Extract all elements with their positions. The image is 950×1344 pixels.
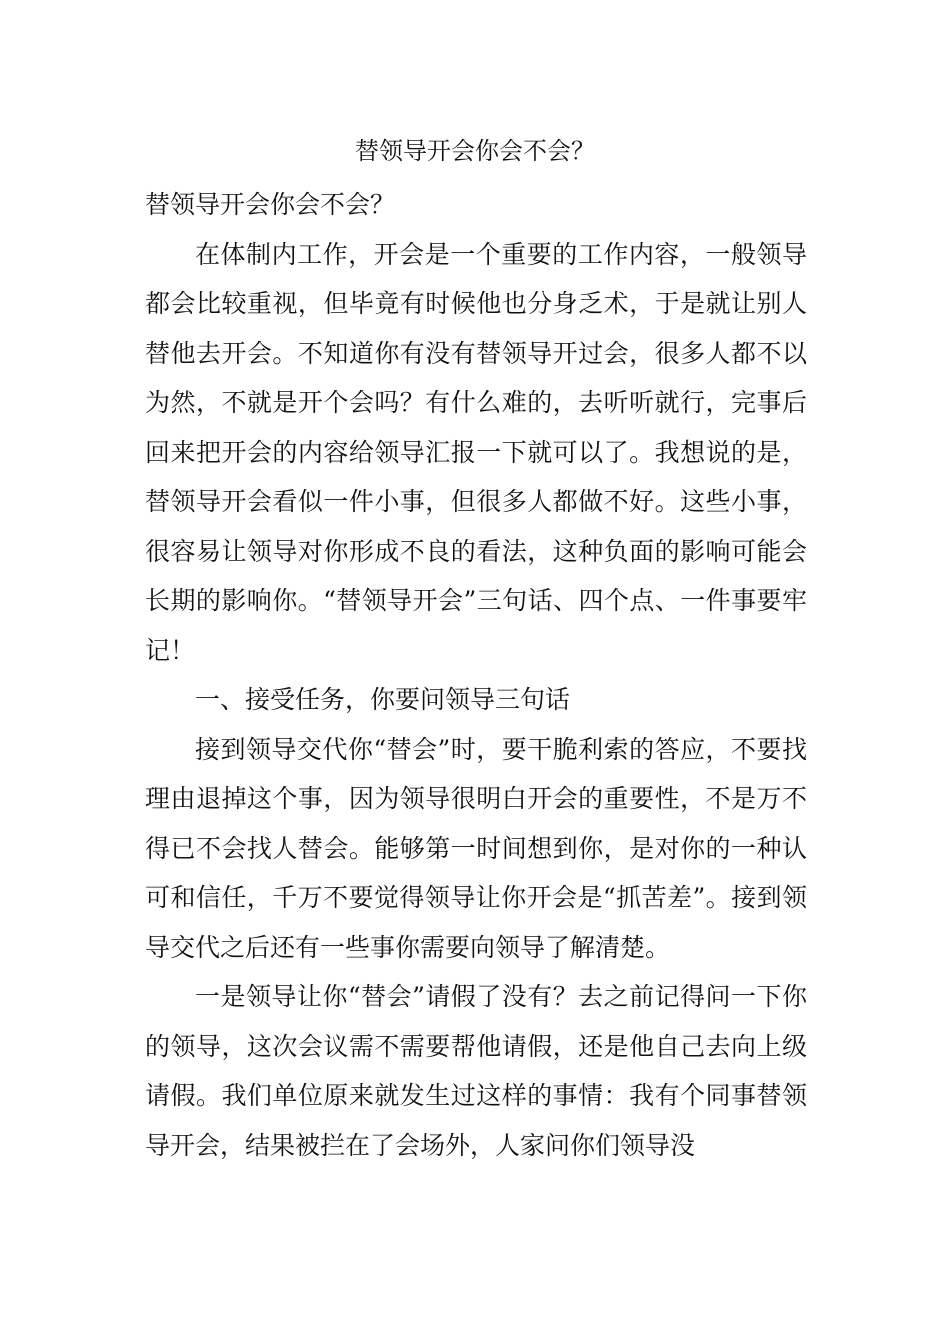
section-heading-1: 一、接受任务，你要问领导三句话 <box>195 685 571 714</box>
document-title: 替领导开会你会不会？ <box>355 137 595 165</box>
body-heading: 替领导开会你会不会？ <box>145 190 396 219</box>
paragraph-intro: 在体制内工作，开会是一个重要的工作内容，一般领导都会比较重视，但毕竟有时候他也分身乏术，于是就让别人替他去开会。不知道你有没有替领导开过会，很多人都不以为然，不就是开个会吗？有什么难的，去听听就行，完事后回来把开会的内容给领导汇报一下就可以了。我想说的是，替领导开会看似一件小事，但很多人都做不好。这些小事，很容易让领导对你形成不良的看法，这种负面的影响可能会长期的影响你。“替领导开会”三句话、四个点、一件事要牢记！ <box>145 239 807 665</box>
paragraph-accept-task: 接到领导交代你“替会”时，要干脆利索的答应，不要找理由退掉这个事，因为领导很明白开会的重要性，不是万不得已不会找人替会。能够第一时间想到你，是对你的一种认可和信任，千万不要觉得领导让你开会是“抓苦差”。接到领导交代之后还有一些事你需要向领导了解清楚。 <box>145 734 807 962</box>
document-body <box>145 180 807 1170</box>
paragraph-point-one: 一是领导让你“替会”请假了没有？去之前记得问一下你的领导，这次会议需不需要帮他请假，还是他自己去向上级请假。我们单位原来就发生过这样的事情：我有个同事替领导开会，结果被拦在了会场外，人家问你们领导没 <box>145 982 807 1160</box>
